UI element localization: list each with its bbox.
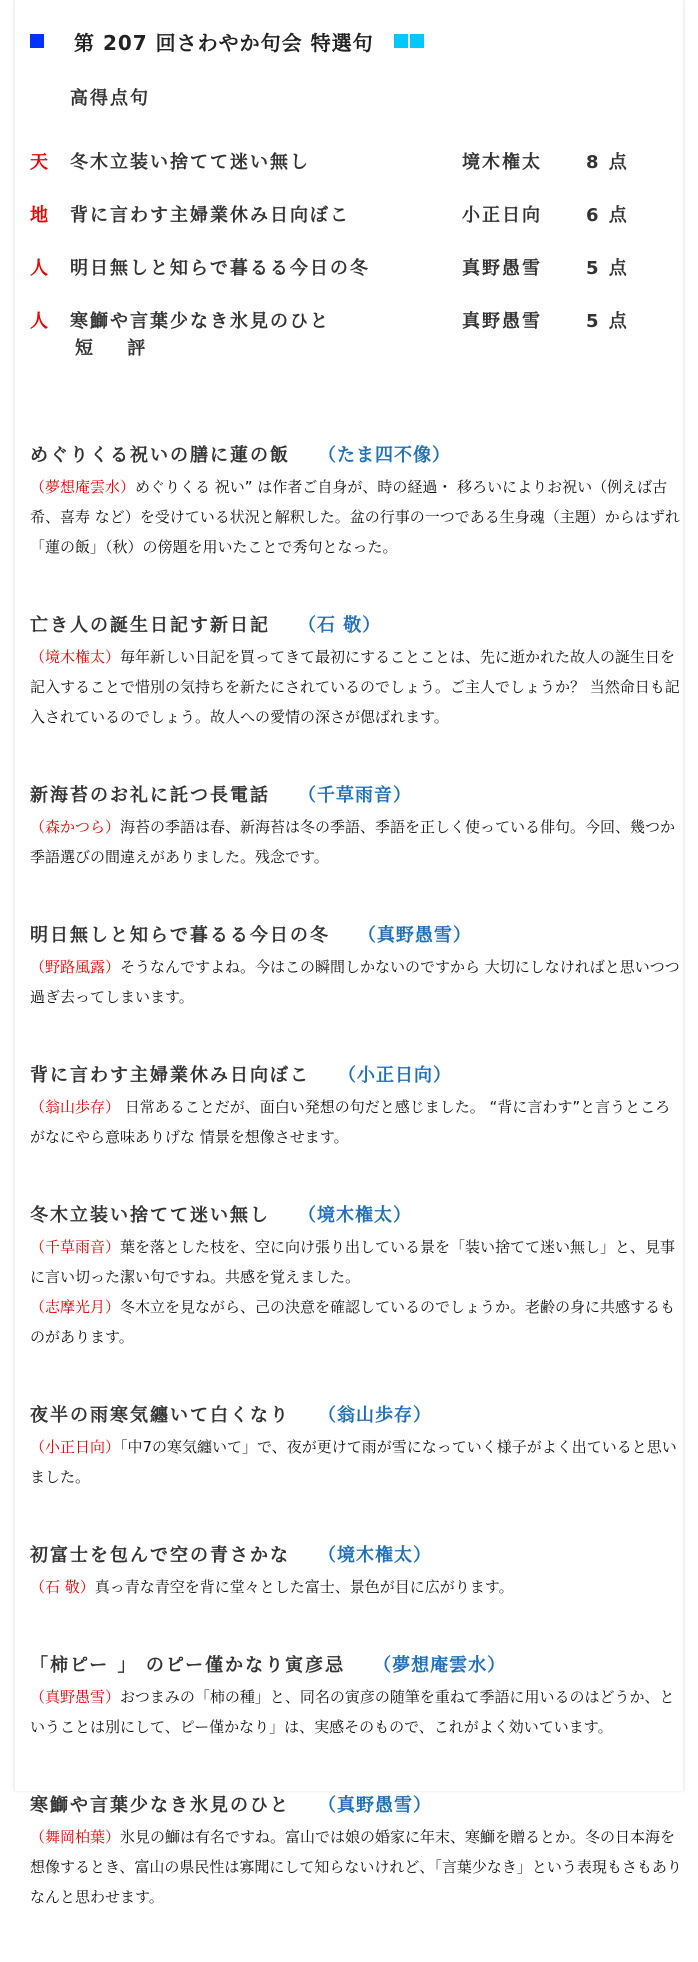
review-comment [30, 1822, 682, 1912]
comment-text: 海苔の季語は春、新海苔は冬の季語、季語を正しく使っている俳句。今回、幾つか季語選びの間違えがありました。残念です。 [30, 818, 676, 866]
review-author: （小正日向） [338, 1065, 452, 1086]
review-author: （千草雨音） [298, 785, 412, 806]
review-list [30, 442, 682, 1962]
comment-text: 日常あることだが、面白い発想の句だと感じました。 “背に言わす”と言うところがなにやら意味ありげな 情景を想像させます。 [30, 1098, 671, 1146]
review-item [30, 1792, 682, 1912]
comment-text: 葉を落とした枝を、空に向け張り出している景を「装い捨てて迷い無し」と、見事に言い切った潔い句ですね。共感を覚えました。 [30, 1238, 676, 1286]
review-header [30, 1062, 682, 1090]
review-header [30, 442, 682, 470]
review-poem: 初富士を包んで空の青さかな [30, 1545, 290, 1566]
cyan-square-icon [410, 34, 424, 48]
review-item [30, 1062, 682, 1152]
ranking-heading: 高得点句 [70, 88, 150, 109]
rank-mark: 人 [30, 258, 50, 279]
commenter-name: （野路風露） [30, 958, 121, 976]
comment-text: めぐりくる 祝い” は作者ご自身が、時の経過・ 移ろいによりお祝い（例えば古希、喜寿 など）を受けている状況と解釈した。盆の行事の一つである生身魂（主題）からはずれ「蓮の飯」（秋）の傍題を用いたことで秀句となった。 [30, 478, 680, 556]
ranking-row [30, 254, 650, 307]
review-poem: 寒鰤や言葉少なき氷見のひと [30, 1795, 290, 1816]
review-comment [30, 1572, 682, 1602]
review-poem: 冬木立装い捨てて迷い無し [30, 1205, 270, 1226]
commenter-name: （真野愚雪） [30, 1688, 121, 1706]
review-heading: 短 評 [75, 338, 160, 359]
review-poem: 明日無しと知らで暮るる今日の冬 [30, 925, 330, 946]
rank-mark: 地 [30, 205, 50, 226]
page-header [30, 28, 424, 54]
commenter-name: （小正日向） [30, 1438, 121, 1456]
blue-square-icon [30, 34, 44, 48]
ranking-row [30, 148, 650, 201]
page-title: 第 207 回さわやか句会 特選句 [74, 30, 374, 55]
rank-mark: 天 [30, 152, 50, 173]
review-comment [30, 952, 682, 1012]
review-author: （たま四不像） [318, 445, 451, 466]
comment-text: 冬木立を見ながら、己の決意を確認しているのでしょうか。老齢の身に共感するものがあります。 [30, 1298, 676, 1346]
review-comment [30, 642, 682, 732]
review-comment [30, 1432, 682, 1492]
review-comment [30, 1292, 682, 1352]
comment-text: 「中7の寒気纏いて」で、夜が更けて雨が雪になっていく様子がよく出ていると思いました。 [30, 1438, 677, 1486]
review-header [30, 782, 682, 810]
review-author: （真野愚雪） [357, 925, 472, 946]
review-comment [30, 1092, 682, 1152]
review-comment [30, 812, 682, 872]
review-poem: 亡き人の誕生日記す新日記 [30, 615, 270, 636]
review-author: （境木権太） [298, 1205, 412, 1226]
rank-poem: 冬木立装い捨てて迷い無し [70, 152, 310, 173]
rank-score: 8 点 [586, 152, 629, 173]
review-comment [30, 1682, 682, 1742]
comment-text: おつまみの「柿の種」と、同名の寅彦の随筆を重ねて季語に用いるのはどうか、ということは別にして、ピー僅かなり」は、実感そのもので、これがよく効いています。 [30, 1688, 675, 1736]
review-header [30, 1542, 682, 1570]
rank-poem: 寒鰤や言葉少なき氷見のひと [70, 311, 330, 332]
review-poem: 「柿ピー 」 のピー僅かなり寅彦忌 [30, 1655, 346, 1676]
review-poem: 夜半の雨寒気纏いて白くなり [30, 1405, 290, 1426]
rank-author: 小正日向 [462, 205, 542, 226]
commenter-name: （森かつら） [30, 818, 121, 836]
review-item [30, 1652, 682, 1742]
review-author: （境木権太） [318, 1545, 432, 1566]
rank-mark: 人 [30, 311, 50, 332]
commenter-name: （石 敬） [30, 1578, 95, 1596]
commenter-name: （翁山歩存） [30, 1098, 121, 1116]
review-comment [30, 472, 682, 562]
review-header [30, 1792, 682, 1820]
ranking-row [30, 201, 650, 254]
review-item [30, 782, 682, 872]
review-header [30, 1652, 682, 1680]
rank-score: 6 点 [586, 205, 629, 226]
review-header [30, 1402, 682, 1430]
review-poem: 背に言わす主婦業休み日向ぼこ [30, 1065, 310, 1086]
commenter-name: （志摩光月） [30, 1298, 121, 1316]
rank-poem: 明日無しと知らで暮るる今日の冬 [70, 258, 370, 279]
review-author: （翁山歩存） [318, 1405, 432, 1426]
rank-author: 境木権太 [462, 152, 542, 173]
review-author: （真野愚雪） [318, 1795, 432, 1816]
review-comment [30, 1232, 682, 1292]
comment-text: 真っ青な青空を背に堂々とした富士、景色が目に広がります。 [94, 1578, 514, 1596]
commenter-name: （舞岡柏葉） [30, 1828, 121, 1846]
rank-author: 真野愚雪 [462, 258, 542, 279]
review-item [30, 1402, 682, 1492]
rank-poem: 背に言わす主婦業休み日向ぼこ [70, 205, 350, 226]
review-author: （夢想庵雲水） [373, 1655, 507, 1676]
review-header [30, 1202, 682, 1230]
review-poem: 新海苔のお礼に託つ長電話 [30, 785, 270, 806]
commenter-name: （夢想庵雲水） [30, 478, 136, 496]
review-item [30, 442, 682, 562]
comment-text: そうなんですよね。今はこの瞬間しかないのですから 大切にしなければと思いつつ過ぎ去ってしまいます。 [30, 958, 680, 1006]
review-author: （石 敬） [298, 615, 382, 636]
rank-score: 5 点 [586, 258, 629, 279]
comment-text: 氷見の鰤は有名ですね。富山では娘の婚家に年末、寒鰤を贈るとか。冬の日本海を想像するとき、富山の県民性は寡聞にして知らないけれど、「言葉少なき」という表現もさもありなんと思わせます。 [30, 1828, 682, 1906]
cyan-square-icon [394, 34, 408, 48]
review-poem: めぐりくる祝いの膳に蓮の飯 [30, 445, 290, 466]
review-item [30, 1202, 682, 1352]
review-item [30, 1542, 682, 1602]
ranking-list [30, 148, 650, 360]
review-header [30, 922, 682, 950]
rank-author: 真野愚雪 [462, 311, 542, 332]
comment-text: 毎年新しい日記を買ってきて最初にすることことは、先に逝かれた故人の誕生日を記入することで惜別の気持ちを新たにされているのでしょう。ご主人でしょうか？ 当然命日も記入されているのでしょう。故人への愛情の深さが偲ばれます。 [30, 648, 680, 726]
review-header [30, 612, 682, 640]
rank-score: 5 点 [586, 311, 629, 332]
review-item [30, 922, 682, 1012]
commenter-name: （千草雨音） [30, 1238, 121, 1256]
commenter-name: （境木権太） [30, 648, 121, 666]
review-item [30, 612, 682, 732]
